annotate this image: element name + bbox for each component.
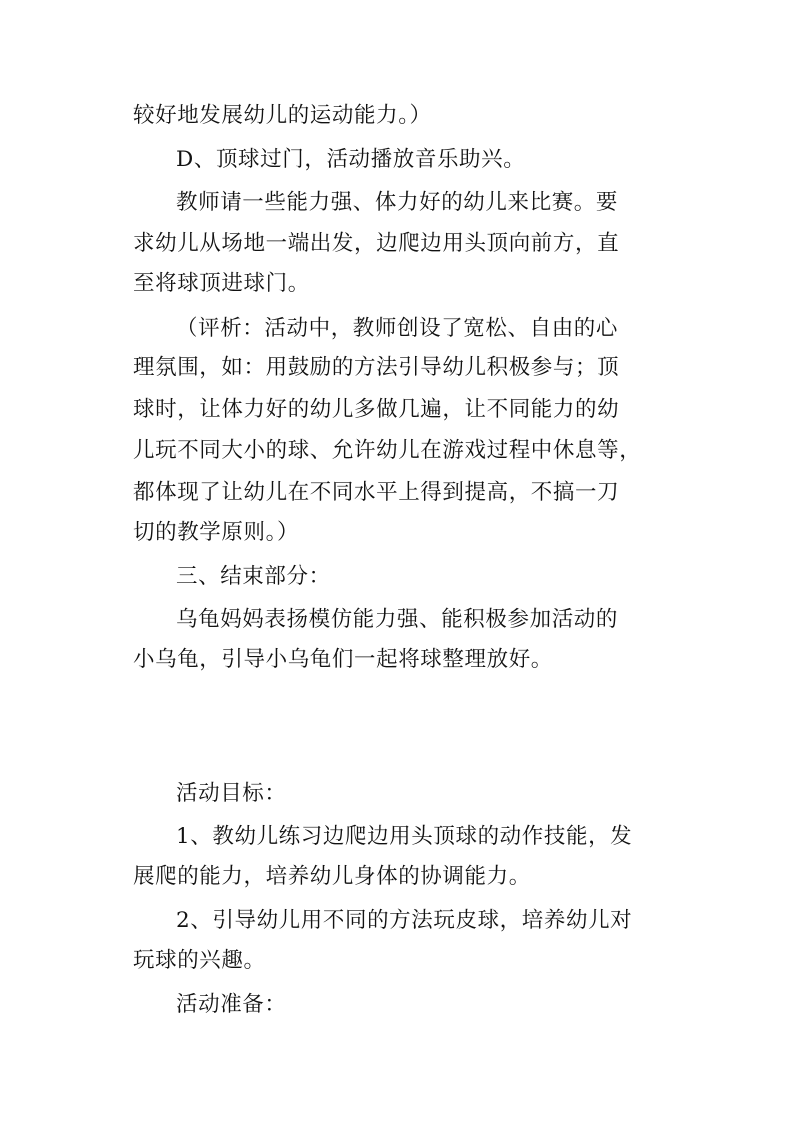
text-line-11: 切的教学原则。） [133,520,300,545]
text-line-13: 乌龟妈妈表扬模仿能力强、能积极参加活动的 [176,607,619,632]
text-line-16: 1、教幼儿练习边爬边用头顶球的动作技能，发 [176,824,633,849]
section-heading-preparation: 活动准备： [176,992,287,1017]
text-line-10: 都体现了让幼儿在不同水平上得到提高，不搞一刀 [133,480,620,505]
text-line-5: 至将球顶进球门。 [133,271,310,296]
text-line-8: 球时，让体力好的幼儿多做几遍，让不同能力的幼 [133,397,620,422]
text-line-4: 求幼儿从场地一端出发，边爬边用头顶向前方，直 [133,231,620,256]
text-line-9: 儿玩不同大小的球、允许幼儿在游戏过程中休息等， [133,438,642,463]
text-line-17: 展爬的能力，培养幼儿身体的协调能力。 [133,864,531,889]
text-line-1: 较好地发展幼儿的运动能力。） [133,103,432,128]
text-line-2: D、顶球过门，活动播放音乐助兴。 [176,147,526,172]
text-line-6: （评析：活动中，教师创设了宽松、自由的心 [176,316,619,341]
text-line-7: 理氛围，如：用鼓励的方法引导幼儿积极参与；顶 [133,355,620,380]
text-line-19: 玩球的兴趣。 [133,948,266,973]
text-line-3: 教师请一些能力强、体力好的幼儿来比赛。要 [176,190,619,215]
text-line-18: 2、引导幼儿用不同的方法玩皮球，培养幼儿对 [176,908,633,933]
section-heading-goals: 活动目标： [176,781,287,806]
text-line-14: 小乌龟，引导小乌龟们一起将球整理放好。 [133,647,553,672]
section-heading-conclusion: 三、结束部分： [176,564,331,589]
